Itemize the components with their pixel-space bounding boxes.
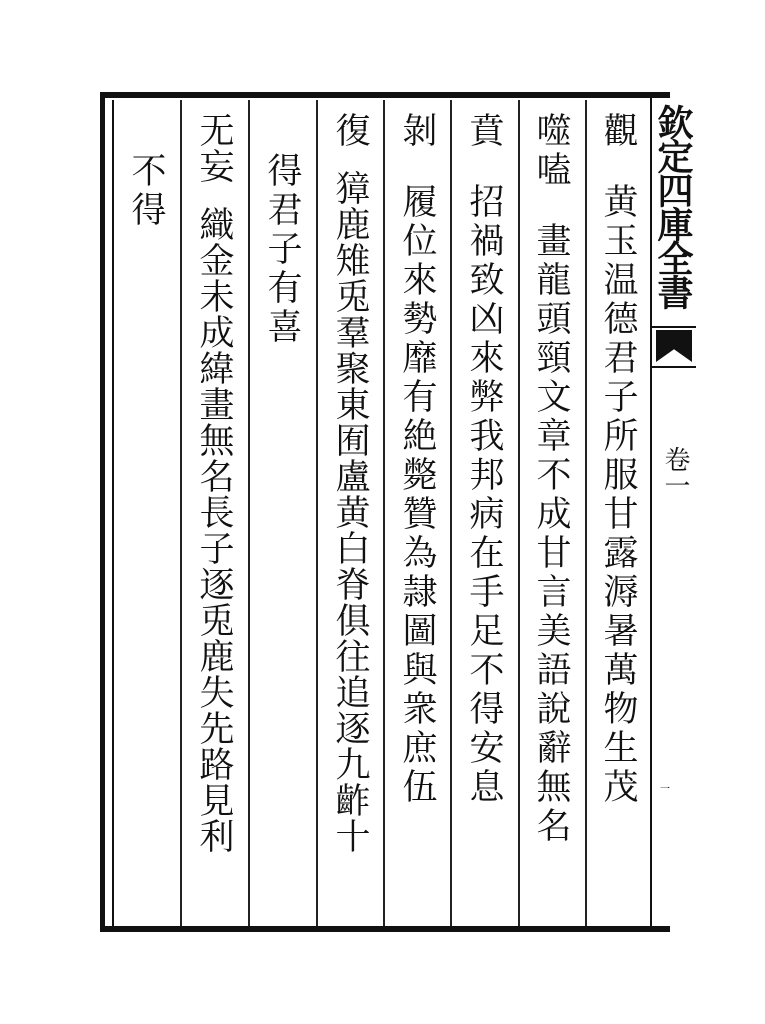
volume-label: 卷一	[660, 446, 690, 498]
fishtail-rule	[652, 326, 696, 328]
hexagram-name: 无妄	[194, 112, 234, 184]
verse-text: 黄玉温德君子所服甘露溽暑萬物生茂	[598, 183, 638, 807]
verse-text: 履位來勢靡有絶斃贊為隷圖與衆庶伍	[397, 183, 437, 807]
hexagram-name: 復	[330, 112, 370, 148]
verse-text: 畫龍頭頸文章不成甘言美語說辭無名	[531, 222, 571, 846]
column-rule	[585, 100, 587, 926]
text-column	[531, 112, 571, 846]
page-number: 一	[660, 784, 670, 795]
book-title: 欽定四庫全書	[652, 104, 694, 308]
verse-text: 招禍致凶來弊我邦病在手足不得安息	[464, 183, 504, 807]
fishtail-rule	[652, 366, 696, 368]
text-column	[464, 112, 504, 807]
column-rule	[518, 100, 520, 926]
inner-left-rule	[112, 100, 114, 926]
text-column	[598, 112, 638, 807]
verse-text: 得君子有喜	[262, 152, 302, 347]
hexagram-name: 賁	[464, 112, 504, 151]
verse-text: 獐鹿雉兎羣聚東囿盧黄白脊俱往追逐九齚十	[330, 170, 370, 854]
text-column	[262, 152, 302, 347]
text-column	[194, 112, 234, 854]
hexagram-name: 剝	[397, 112, 437, 151]
column-rule	[316, 100, 318, 926]
text-column	[330, 112, 370, 854]
column-rule	[180, 100, 182, 926]
text-column	[397, 112, 437, 807]
column-rule	[248, 100, 250, 926]
column-rule	[450, 100, 452, 926]
verse-text: 織金未成緯畫無名長子逐兎鹿失先路見利	[194, 206, 234, 854]
column-rule	[383, 100, 385, 926]
hexagram-name: 觀	[598, 112, 638, 151]
text-column	[126, 152, 166, 230]
verse-text: 不得	[126, 152, 166, 230]
hexagram-name: 噬嗑	[531, 112, 571, 190]
